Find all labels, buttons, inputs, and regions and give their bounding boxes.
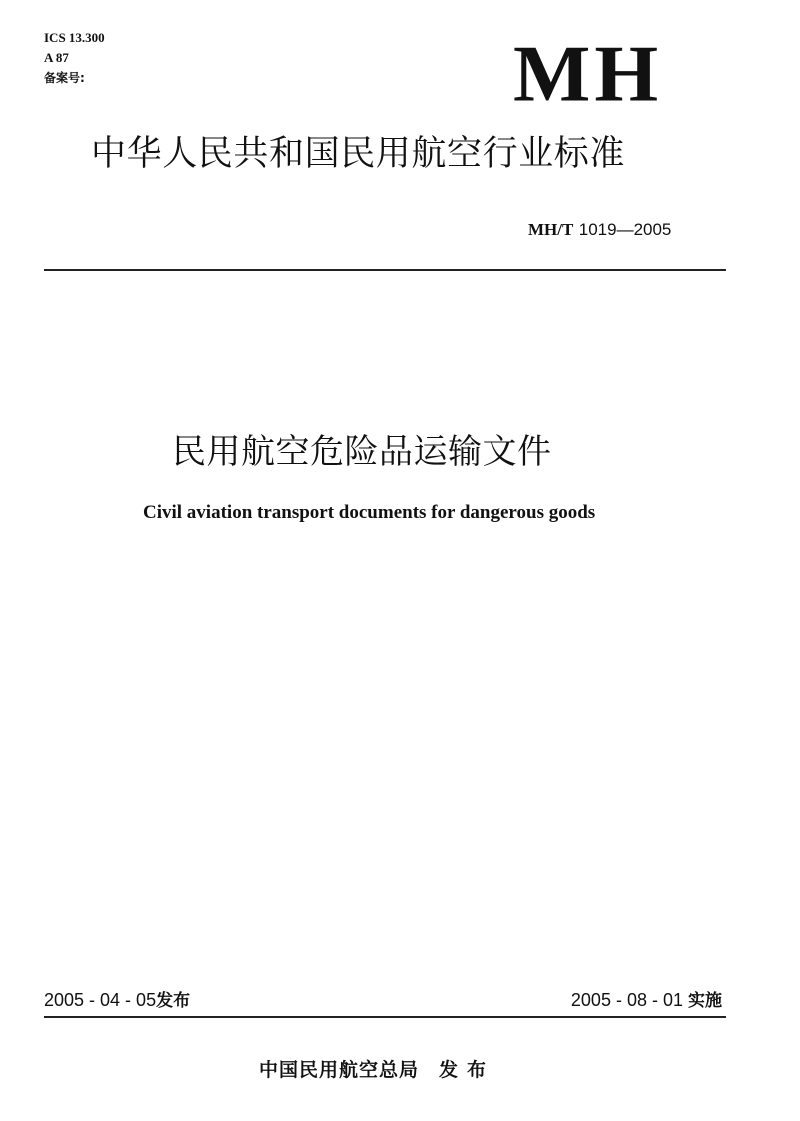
publish-date-value: 2005 - 04 - 05 bbox=[44, 990, 157, 1010]
filing-number-label: 备案号: bbox=[44, 71, 85, 85]
effective-date-value: 2005 - 08 - 01 bbox=[570, 990, 683, 1010]
effective-date-label: 实施 bbox=[688, 991, 722, 1011]
document-title-cn: 民用航空危险品运输文件 bbox=[172, 432, 552, 472]
header-divider bbox=[44, 269, 726, 271]
standard-number-value: 1019—2005 bbox=[578, 220, 672, 239]
document-title-en: Civil aviation transport documents for dangerous goods bbox=[143, 502, 596, 523]
standard-number bbox=[528, 219, 671, 241]
standard-title: 中华人民共和国民用航空行业标准 bbox=[91, 134, 626, 174]
issuer bbox=[259, 1058, 495, 1082]
issuer-name: 中国民用航空总局 bbox=[259, 1059, 420, 1081]
issuer-action: 发布 bbox=[439, 1059, 496, 1081]
ccs-code: A 87 bbox=[44, 50, 69, 65]
standard-number-prefix: MH/T bbox=[528, 220, 574, 239]
footer-divider bbox=[44, 1016, 726, 1018]
publish-date bbox=[44, 989, 190, 1012]
ics-code: ICS 13.300 bbox=[44, 30, 105, 45]
mh-logo: MH bbox=[513, 29, 663, 119]
effective-date bbox=[571, 989, 722, 1012]
publish-date-label: 发布 bbox=[156, 991, 191, 1011]
